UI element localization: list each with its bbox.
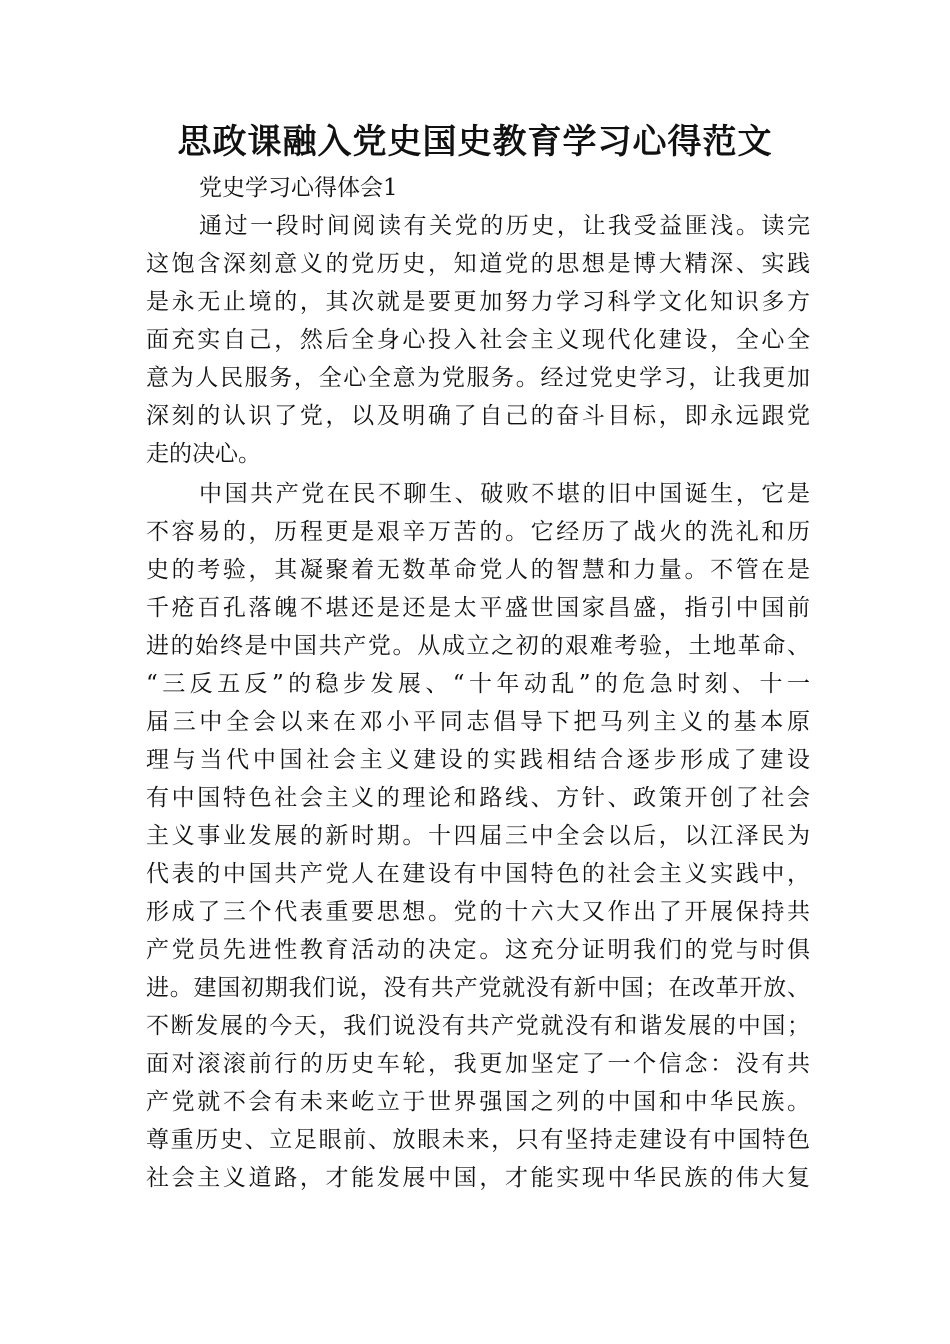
paragraph-2-line: 不断发展的今天，我们说没有共产党就没有和谐发展的中国；	[146, 1013, 810, 1039]
paragraph-2-line: 进的始终是中国共产党。从成立之初的艰难考验，土地革命、	[146, 633, 810, 659]
paragraph-2-line: 主义事业发展的新时期。十四届三中全会以后，以江泽民为	[146, 823, 810, 849]
paragraph-1-line: 深刻的认识了党，以及明确了自己的奋斗目标，即永远跟党	[146, 403, 810, 429]
document-title: 思政课融入党史国史教育学习心得范文	[177, 122, 773, 162]
paragraph-2-line: 代表的中国共产党人在建设有中国特色的社会主义实践中，	[146, 861, 810, 887]
paragraph-2-line: 形成了三个代表重要思想。党的十六大又作出了开展保持共	[146, 899, 810, 925]
paragraph-2-line: 社会主义道路，才能发展中国，才能实现中华民族的伟大复	[146, 1165, 810, 1191]
paragraph-2-line: 面对滚滚前行的历史车轮，我更加坚定了一个信念：没有共	[146, 1051, 810, 1077]
paragraph-2-line: 产党员先进性教育活动的决定。这充分证明我们的党与时俱	[146, 937, 810, 963]
paragraph-2-line: 理与当代中国社会主义建设的实践相结合逐步形成了建设	[146, 747, 810, 773]
paragraph-2-line: 史的考验，其凝聚着无数革命党人的智慧和力量。不管在是	[146, 557, 810, 583]
paragraph-2-line: 不容易的，历程更是艰辛万苦的。它经历了战火的洗礼和历	[146, 519, 810, 545]
paragraph-2-line: 产党就不会有未来屹立于世界强国之列的中国和中华民族。	[146, 1089, 810, 1115]
paragraph-2-line: 有中国特色社会主义的理论和路线、方针、政策开创了社会	[146, 785, 810, 811]
paragraph-2-line: 进。建国初期我们说，没有共产党就没有新中国；在改革开放、	[146, 975, 810, 1001]
paragraph-2-line: 届三中全会以来在邓小平同志倡导下把马列主义的基本原	[146, 709, 810, 735]
paragraph-1-line: 意为人民服务，全心全意为党服务。经过党史学习，让我更加	[146, 365, 810, 391]
paragraph-1-line: 通过一段时间阅读有关党的历史，让我受益匪浅。读完	[199, 213, 810, 239]
paragraph-1-line: 走的决心。	[146, 441, 261, 467]
paragraph-2-line: 尊重历史、立足眼前、放眼未来，只有坚持走建设有中国特色	[146, 1127, 810, 1153]
paragraph-2-line: 千疮百孔落魄不堪还是还是太平盛世国家昌盛，指引中国前	[146, 595, 810, 621]
paragraph-1-line: 面充实自己，然后全身心投入社会主义现代化建设，全心全	[146, 327, 810, 353]
paragraph-2-line: “三反五反”的稳步发展、“十年动乱”的危急时刻、十一	[146, 671, 810, 697]
section-subheading: 党史学习心得体会1	[199, 175, 398, 201]
paragraph-2-line: 中国共产党在民不聊生、破败不堪的旧中国诞生，它是	[199, 481, 810, 507]
paragraph-1-line: 这饱含深刻意义的党历史，知道党的思想是博大精深、实践	[146, 251, 810, 277]
paragraph-1-line: 是永无止境的，其次就是要更加努力学习科学文化知识多方	[146, 289, 810, 315]
